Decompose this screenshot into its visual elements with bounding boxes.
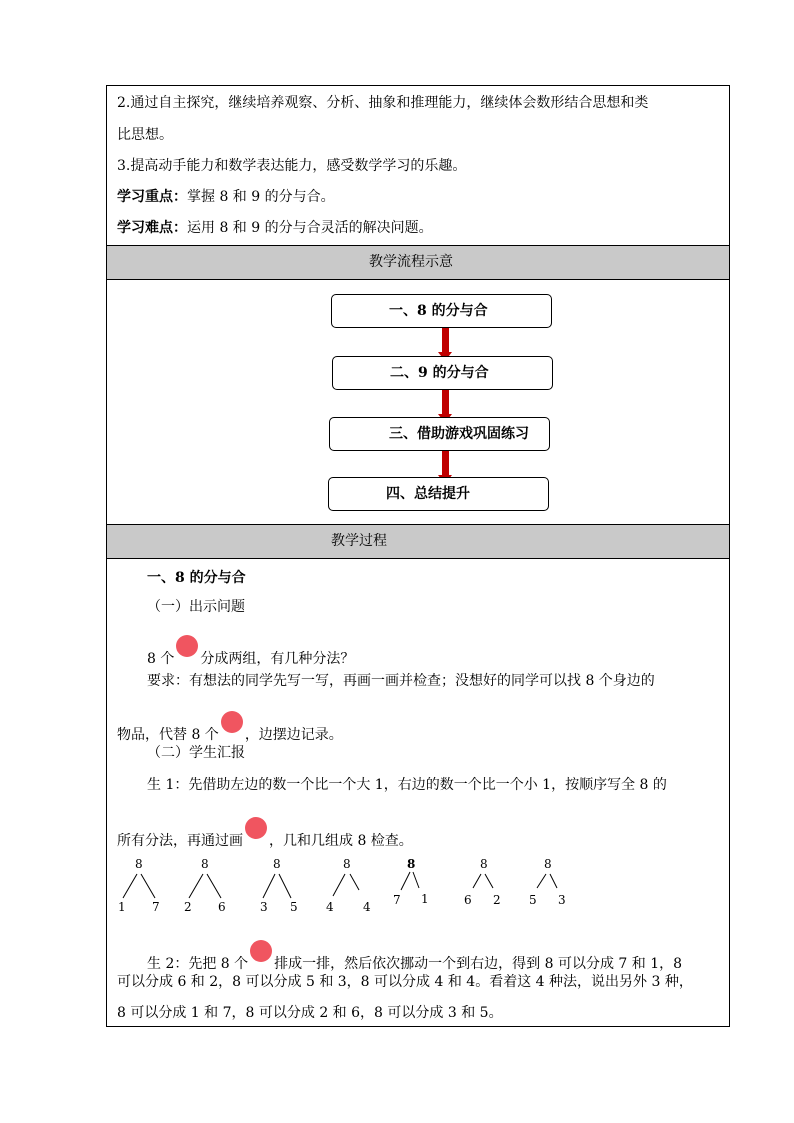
section-title: 一、8 的分与合 [147, 570, 246, 586]
difficult-point [117, 219, 433, 237]
tree-top: 8 [273, 857, 281, 871]
subsection-2: （二）学生汇报 [147, 745, 245, 761]
decomposition-tree [523, 856, 573, 916]
student1-post: ，几和几组成 8 检查。 [269, 833, 413, 849]
tree-left: 3 [260, 900, 268, 914]
tree-right: 3 [558, 893, 566, 907]
difficult-point-label: 学习难点： [117, 220, 187, 236]
flow-step-2-label: 二、9 的分与合 [390, 365, 489, 381]
student2-line1 [147, 940, 682, 973]
flow-step-3-label: 三、借助游戏巩固练习 [389, 426, 529, 442]
tree-left: 2 [184, 900, 192, 914]
student1-line2 [117, 817, 413, 850]
flow-step-2 [332, 356, 553, 390]
tree-top: 8 [201, 857, 209, 871]
flow-step-1 [331, 294, 552, 328]
flow-step-1-label: 一、8 的分与合 [389, 303, 488, 319]
red-circle-icon [221, 711, 243, 733]
tree-right: 6 [218, 900, 226, 914]
tree-left: 1 [118, 900, 126, 914]
tree-right: 5 [290, 900, 298, 914]
student2-line3: 8 可以分成 1 和 7，8 可以分成 2 和 6，8 可以分成 3 和 5。 [117, 1005, 503, 1021]
requirement-post: ，边摆边记录。 [244, 727, 343, 743]
arrow-down-icon [442, 390, 449, 415]
question [147, 635, 354, 668]
red-circle-icon [176, 635, 198, 657]
arrow-down-icon [442, 451, 449, 476]
student1-pre: 所有分法，再通过画 [117, 833, 243, 849]
process-header-text: 教学过程 [331, 533, 387, 549]
red-circle-icon [245, 817, 267, 839]
flow-step-4-label: 四、总结提升 [386, 486, 470, 502]
question-post: 分成两组，有几种分法？ [200, 651, 355, 667]
subsection-1: （一）出示问题 [147, 599, 245, 615]
key-point-text: 掌握 8 和 9 的分与合。 [187, 189, 335, 205]
student2-pre: 生 2：先把 8 个 [147, 956, 249, 972]
decomposition-tree [115, 856, 165, 916]
tree-top: 8 [480, 857, 488, 871]
decomposition-tree [253, 856, 303, 916]
lesson-plan-table [106, 85, 730, 1027]
red-circle-icon [250, 940, 272, 962]
arrow-down-icon [442, 328, 449, 353]
key-point [117, 188, 335, 206]
decomposition-tree [459, 856, 509, 916]
tree-left: 5 [529, 893, 537, 907]
tree-left: 6 [464, 893, 472, 907]
tree-top: 8 [544, 857, 552, 871]
question-pre: 8 个 [147, 651, 175, 667]
objective-3: 3.提高动手能力和数学表达能力，感受数学学习的乐趣。 [117, 158, 467, 174]
requirement-line2 [117, 711, 343, 744]
decomposition-tree [181, 856, 231, 916]
tree-right: 2 [493, 893, 501, 907]
requirement-line1: 要求：有想法的同学先写一写，再画一画并检查；没想好的同学可以找 8 个身边的 [147, 673, 655, 689]
key-point-label: 学习重点： [117, 189, 187, 205]
objective-2-line1: 2.通过自主探究，继续培养观察、分析、抽象和推理能力，继续体会数形结合思想和类 [117, 95, 649, 111]
flow-header-text: 教学流程示意 [369, 254, 453, 270]
tree-right: 7 [152, 900, 160, 914]
objective-2-line2: 比思想。 [117, 127, 173, 143]
flow-header [107, 245, 729, 280]
tree-left: 7 [393, 893, 401, 907]
flow-step-4 [328, 477, 549, 511]
tree-left: 4 [326, 900, 334, 914]
flow-step-3 [329, 417, 550, 451]
tree-top: 8 [135, 857, 143, 871]
tree-right: 4 [363, 900, 371, 914]
decomposition-tree [389, 856, 439, 916]
tree-top: 8 [343, 857, 351, 871]
requirement-pre: 物品，代替 8 个 [117, 727, 219, 743]
student1-line1: 生 1：先借助左边的数一个比一个大 1，右边的数一个比一个小 1，按顺序写全 8 的 [147, 777, 667, 793]
tree-right: 1 [421, 892, 429, 906]
decomposition-tree [323, 856, 373, 916]
student2-line2: 可以分成 6 和 2，8 可以分成 5 和 3，8 可以分成 4 和 4。看着这 4 种法，说出另外 3 种， [117, 974, 693, 990]
student2-post: 排成一排，然后依次挪动一个到右边，得到 8 可以分成 7 和 1，8 [274, 956, 683, 972]
process-header [107, 524, 729, 559]
tree-top: 8 [407, 857, 416, 871]
difficult-point-text: 运用 8 和 9 的分与合灵活的解决问题。 [187, 220, 433, 236]
